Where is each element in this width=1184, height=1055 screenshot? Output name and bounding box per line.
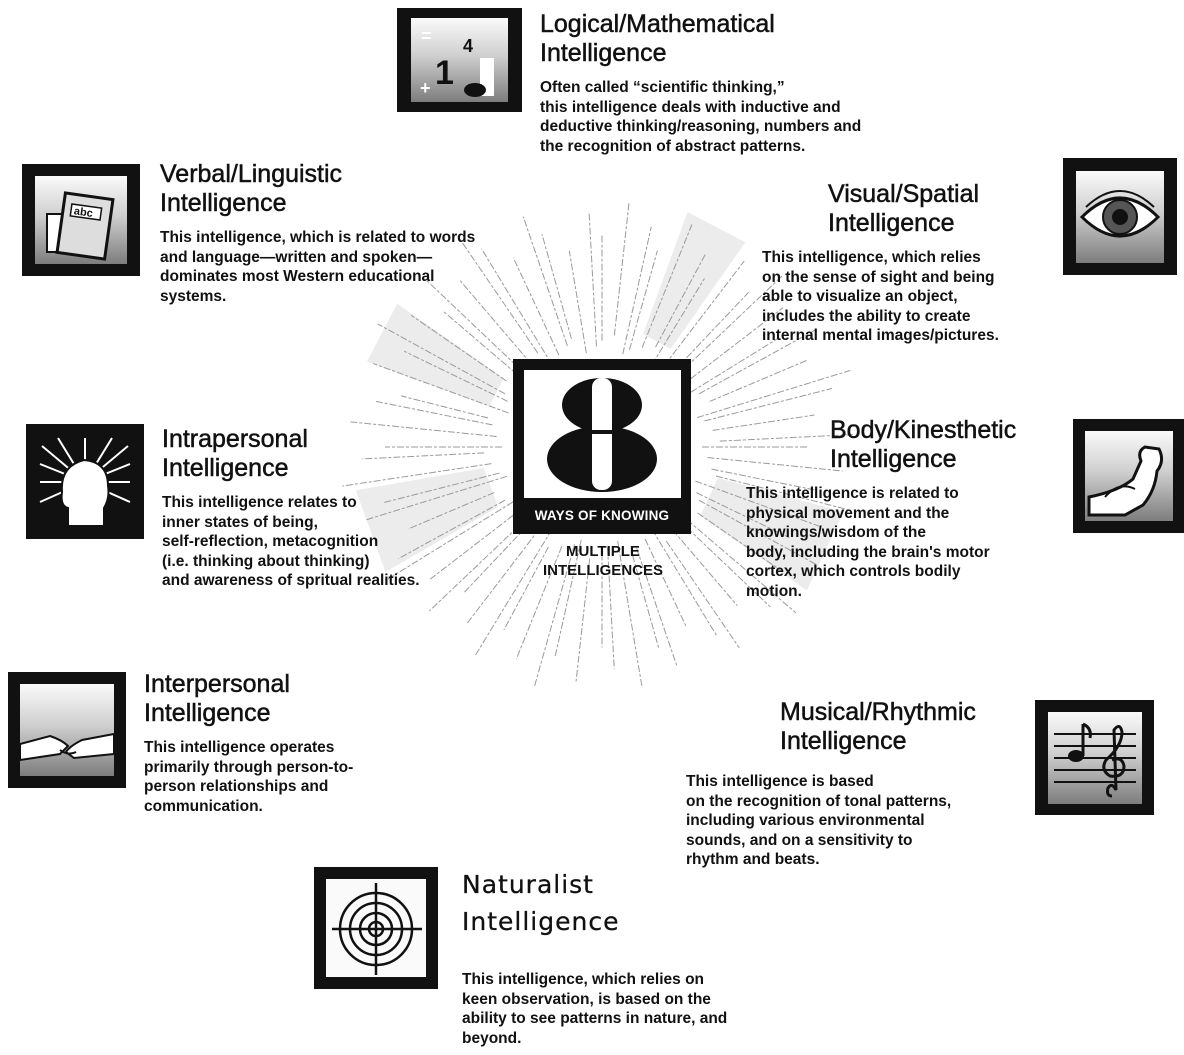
interpersonal-description: This intelligence operates primarily through person-to- person relationships and communication.: [144, 739, 354, 815]
eye-icon: [1076, 171, 1164, 263]
interpersonal-block: [144, 670, 444, 816]
svg-text:4: 4: [463, 36, 474, 56]
eight-numeral-panel: [524, 370, 681, 498]
svg-text:abc: abc: [73, 205, 94, 220]
numbers-icon: [411, 18, 508, 102]
ray-line: [614, 201, 629, 335]
center-caption: WAYS OF KNOWING: [534, 508, 670, 523]
logical-description: Often called “scientific thinking,” this intelligence deals with inductive and deductive thinking/reasoning, numbers and the recognition of abstract patterns.: [540, 79, 862, 155]
ray-line: [376, 401, 492, 425]
eight-numeral-icon: [542, 375, 662, 493]
svg-text:+: +: [420, 78, 431, 98]
musical-block: [686, 698, 1026, 870]
verbal-block: [160, 160, 560, 306]
body-description: This intelligence is related to physical movement and the knowings/wisdom of the body, including the brain's motor cortex, which controls bodily motion.: [746, 485, 990, 600]
interpersonal-icon-box: [8, 672, 126, 788]
music-staff-icon: [1048, 712, 1142, 804]
naturalist-description: This intelligence, which relies on keen observation, is based on the ability to see patterns in nature, and beyond.: [462, 971, 728, 1047]
body-icon-box: [1073, 419, 1184, 533]
ray-line: [710, 360, 807, 401]
verbal-icon-box: [22, 164, 140, 276]
logical-title: Logical/Mathematical Intelligence: [540, 10, 775, 67]
intrapersonal-title: Intrapersonal Intelligence: [162, 425, 308, 482]
musical-description: This intelligence is based on the recognition of tonal patterns, including various environmental sounds, and on a sensitivity to rhythm and beats.: [686, 773, 952, 869]
visual-title: Visual/Spatial Intelligence: [828, 180, 980, 237]
interpersonal-title: Interpersonal Intelligence: [144, 670, 290, 727]
intrapersonal-block: [162, 425, 512, 591]
target-spiral-icon: [326, 879, 426, 977]
body-block: [746, 416, 1066, 602]
book-icon: [35, 176, 127, 264]
flexed-arm-icon: [1085, 431, 1173, 521]
body-title: Body/Kinesthetic Intelligence: [830, 416, 1017, 473]
musical-icon-box: [1035, 700, 1154, 815]
logical-icon-box: [397, 8, 522, 112]
visual-icon-box: [1063, 158, 1177, 275]
naturalist-icon-box: [314, 867, 438, 989]
ray-line: [697, 370, 850, 417]
naturalist-title: Naturalist Intelligence: [462, 870, 620, 936]
verbal-description: This intelligence, which is related to words and language—written and spoken— dominates most Western educational systems.: [160, 229, 476, 305]
ray-line: [589, 214, 596, 347]
ray-shade: [367, 304, 504, 406]
naturalist-block: [462, 866, 822, 1048]
head-silhouette-icon: [38, 436, 132, 528]
visual-block: [762, 180, 1062, 346]
intrapersonal-icon-box: [26, 424, 144, 539]
intrapersonal-description: This intelligence relates to inner states of being, self-reflection, metacognition (i.e. thinking about thinking) and awareness of spritual realities.: [162, 494, 420, 590]
ray-line: [691, 338, 778, 392]
verbal-title: Verbal/Linguistic Intelligence: [160, 160, 343, 217]
musical-title: Musical/Rhythmic Intelligence: [780, 698, 976, 755]
handshake-icon: [20, 684, 114, 776]
visual-description: This intelligence, which relies on the sense of sight and being able to visualize an object, includes the ability to create internal mental images/pictures.: [762, 249, 999, 345]
center-emblem: [513, 359, 691, 534]
logical-block: [540, 10, 960, 156]
ray-line: [569, 251, 586, 353]
center-subtitle: MULTIPLE INTELLIGENCES: [542, 543, 663, 579]
svg-text:=: =: [421, 26, 432, 46]
svg-text:1: 1: [435, 54, 454, 92]
